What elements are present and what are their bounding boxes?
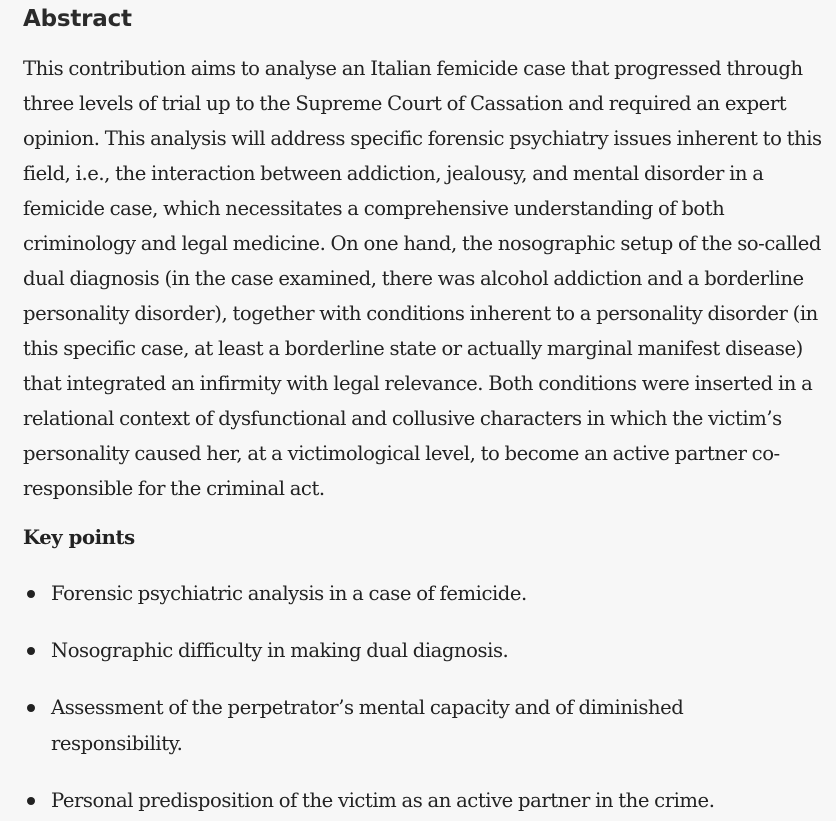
- list-item: [23, 633, 823, 669]
- abstract-heading: Abstract: [23, 6, 132, 32]
- key-points-heading: Key points: [23, 526, 135, 549]
- key-point-text: Personal predisposition of the victim as an active partner in the crime.: [51, 789, 715, 812]
- list-item: [23, 576, 823, 612]
- bullet-icon: [27, 704, 35, 712]
- key-points-list: [23, 576, 823, 821]
- bullet-icon: [27, 590, 35, 598]
- list-item: [23, 783, 823, 819]
- key-point-text: Forensic psychiatric analysis in a case of femicide.: [51, 582, 527, 605]
- list-item: [23, 690, 823, 762]
- bullet-icon: [27, 797, 35, 805]
- bullet-icon: [27, 647, 35, 655]
- key-point-text: Assessment of the perpetrator’s mental capacity and of diminished responsibility.: [51, 696, 684, 755]
- abstract-body: This contribution aims to analyse an Italian femicide case that progressed through three levels of trial up to the Supreme Court of Cassation and required an expert opinion. This analysis will address specific forensic psychiatry issues inherent to this field, i.e., the interaction between addiction, jealousy, and mental disorder in a femicide case, which necessitates a comprehensive understanding of both criminology and legal medicine. On one hand, the nosographic setup of the so-called dual diagnosis (in the case examined, there was alcohol addiction and a borderline personality disorder), together with conditions inherent to a personality disorder (in this specific case, at least a borderline state or actually marginal manifest disease) that integrated an infirmity with legal relevance. Both conditions were inserted in a relational context of dysfunctional and collusive characters in which the victim’s personality caused her, at a victimological level, to become an active partner co-responsible for the criminal act.: [23, 57, 822, 500]
- key-point-text: Nosographic difficulty in making dual diagnosis.: [51, 639, 509, 662]
